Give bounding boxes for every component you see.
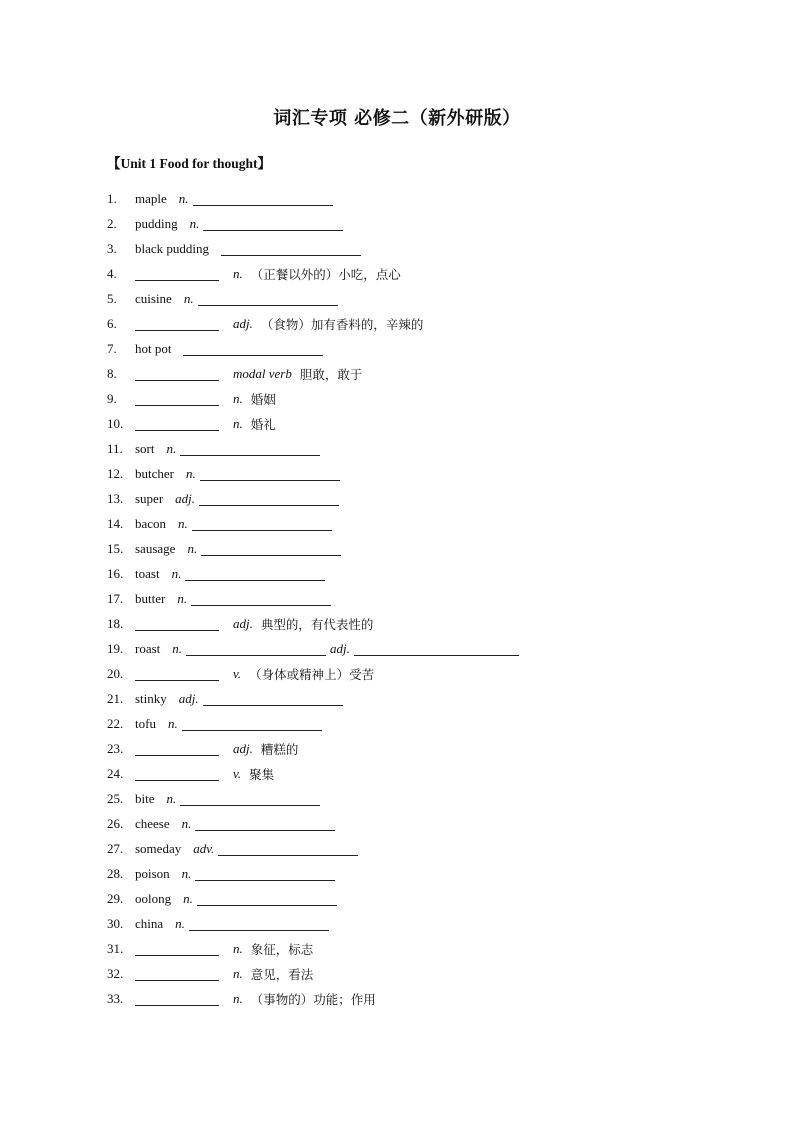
item-word: cuisine [135, 290, 172, 306]
part-of-speech: n. [233, 265, 243, 281]
part-of-speech: adv. [193, 840, 215, 856]
answer-blank[interactable] [195, 866, 335, 881]
list-item [107, 361, 727, 386]
part-of-speech: n. [177, 590, 188, 606]
item-number: 23. [107, 740, 124, 756]
part-of-speech: n. [178, 515, 188, 531]
answer-blank[interactable] [135, 316, 219, 331]
part-of-speech: n. [189, 215, 200, 231]
answer-blank[interactable] [221, 241, 361, 256]
chinese-meaning: （正餐以外的）小吃，点心 [250, 266, 401, 282]
list-item [107, 511, 727, 536]
list-item [107, 236, 727, 261]
chinese-meaning: 象征，标志 [250, 941, 314, 957]
chinese-meaning: 糟糕的 [260, 741, 299, 757]
item-number: 25. [107, 790, 124, 806]
vocabulary-list [107, 186, 727, 1011]
item-number: 9. [107, 390, 117, 406]
answer-blank[interactable] [189, 916, 329, 931]
list-item [107, 911, 727, 936]
part-of-speech: n. [172, 640, 183, 656]
unit-heading: 【Unit 1 Food for thought】 [107, 156, 272, 171]
item-number: 10. [107, 415, 124, 431]
answer-blank[interactable] [135, 966, 219, 981]
item-number: 27. [107, 840, 124, 856]
item-number: 19. [107, 640, 124, 656]
part-of-speech: v. [233, 665, 242, 681]
item-number: 33. [107, 990, 124, 1006]
item-number: 18. [107, 615, 124, 631]
item-word: black pudding [135, 240, 210, 256]
item-number: 14. [107, 515, 124, 531]
item-word: maple [135, 190, 167, 206]
part-of-speech: n. [175, 915, 185, 931]
list-item [107, 386, 727, 411]
item-word: tofu [135, 715, 156, 731]
list-item [107, 186, 727, 211]
list-item [107, 811, 727, 836]
list-item [107, 661, 727, 686]
item-number: 28. [107, 865, 124, 881]
part-of-speech: n. [183, 290, 194, 306]
item-word: china [135, 915, 164, 931]
item-word: stinky [135, 690, 167, 706]
answer-blank[interactable] [354, 641, 519, 656]
part-of-speech: n. [166, 440, 177, 456]
answer-blank[interactable] [135, 991, 219, 1006]
answer-blank[interactable] [197, 891, 337, 906]
item-number: 7. [107, 340, 117, 356]
part-of-speech: n. [187, 540, 198, 556]
list-item [107, 886, 727, 911]
item-number: 21. [107, 690, 124, 706]
answer-blank[interactable] [182, 716, 322, 731]
chinese-meaning: 胆敢，敢于 [299, 366, 363, 382]
item-word: sort [135, 440, 155, 456]
answer-blank[interactable] [135, 366, 219, 381]
item-number: 20. [107, 665, 124, 681]
item-word: toast [135, 565, 160, 581]
chinese-meaning: 意见，看法 [250, 966, 314, 982]
answer-blank[interactable] [185, 566, 325, 581]
chinese-meaning: 婚姻 [250, 391, 276, 407]
item-number: 1. [107, 190, 117, 206]
list-item [107, 486, 727, 511]
item-number: 31. [107, 940, 124, 956]
list-item [107, 311, 727, 336]
item-word: hot pot [135, 340, 172, 356]
answer-blank[interactable] [199, 491, 339, 506]
item-number: 4. [107, 265, 117, 281]
item-number: 8. [107, 365, 117, 381]
part-of-speech: n. [181, 815, 192, 831]
part-of-speech: n. [233, 390, 243, 406]
part-of-speech: adj. [233, 315, 253, 331]
list-item [107, 561, 727, 586]
list-item [107, 786, 727, 811]
answer-blank[interactable] [203, 216, 343, 231]
answer-blank[interactable] [135, 266, 219, 281]
item-word: bite [135, 790, 155, 806]
item-number: 24. [107, 765, 124, 781]
list-item [107, 636, 727, 661]
answer-blank[interactable] [135, 941, 219, 956]
item-word: bacon [135, 515, 167, 531]
list-item [107, 961, 727, 986]
item-word: roast [135, 640, 161, 656]
item-number: 17. [107, 590, 124, 606]
item-word: cheese [135, 815, 170, 831]
list-item [107, 761, 727, 786]
item-number: 2. [107, 215, 117, 231]
item-number: 26. [107, 815, 124, 831]
list-item [107, 986, 727, 1011]
part-of-speech: n. [181, 865, 192, 881]
part-of-speech: n. [233, 990, 243, 1006]
item-word: poison [135, 865, 170, 881]
item-word: super [135, 490, 164, 506]
list-item [107, 861, 727, 886]
answer-blank[interactable] [135, 616, 219, 631]
item-number: 30. [107, 915, 124, 931]
page-title: 词汇专项 必修二（新外研版） [273, 108, 521, 129]
item-number: 6. [107, 315, 117, 331]
list-item [107, 736, 727, 761]
item-number: 11. [107, 440, 123, 456]
list-item [107, 286, 727, 311]
answer-blank[interactable] [203, 691, 343, 706]
answer-blank[interactable] [200, 466, 340, 481]
answer-blank[interactable] [198, 291, 338, 306]
part-of-speech: n. [178, 190, 189, 206]
list-item [107, 461, 727, 486]
item-number: 16. [107, 565, 124, 581]
answer-blank[interactable] [191, 591, 331, 606]
answer-blank[interactable] [135, 416, 219, 431]
part-of-speech: n. [166, 790, 177, 806]
list-item [107, 211, 727, 236]
list-item [107, 261, 727, 286]
list-item [107, 611, 727, 636]
list-item [107, 336, 727, 361]
answer-blank[interactable] [135, 766, 219, 781]
part-of-speech: adj. [175, 490, 196, 506]
answer-blank[interactable] [192, 516, 332, 531]
answer-blank[interactable] [135, 391, 219, 406]
list-item [107, 586, 727, 611]
part-of-speech: n. [183, 890, 193, 906]
part-of-speech: modal verb [233, 365, 292, 381]
chinese-meaning: 聚集 [249, 766, 275, 782]
list-item [107, 436, 727, 461]
item-word: sausage [135, 540, 176, 556]
item-word: someday [135, 840, 182, 856]
item-number: 29. [107, 890, 124, 906]
part-of-speech: n. [233, 415, 243, 431]
part-of-speech: adj. [178, 690, 199, 706]
item-number: 22. [107, 715, 124, 731]
item-word: pudding [135, 215, 178, 231]
item-number: 32. [107, 965, 124, 981]
part-of-speech: adj. [233, 740, 253, 756]
item-word: butter [135, 590, 166, 606]
part-of-speech: adj. [233, 615, 253, 631]
list-item [107, 686, 727, 711]
answer-blank[interactable] [135, 741, 219, 756]
answer-blank[interactable] [186, 641, 326, 656]
part-of-speech: n. [185, 465, 196, 481]
chinese-meaning: （身体或精神上）受苦 [249, 666, 375, 682]
part-of-speech: n. [233, 965, 243, 981]
item-word: oolong [135, 890, 172, 906]
answer-blank[interactable] [195, 816, 335, 831]
chinese-meaning: 典型的，有代表性的 [260, 616, 374, 632]
chinese-meaning: 婚礼 [250, 416, 276, 432]
answer-blank[interactable] [201, 541, 341, 556]
part-of-speech: v. [233, 765, 242, 781]
item-word: butcher [135, 465, 174, 481]
answer-blank[interactable] [180, 441, 320, 456]
answer-blank[interactable] [183, 341, 323, 356]
item-number: 13. [107, 490, 124, 506]
item-number: 5. [107, 290, 117, 306]
item-number: 15. [107, 540, 124, 556]
list-item [107, 936, 727, 961]
chinese-meaning: （事物的）功能；作用 [250, 991, 376, 1007]
chinese-meaning: （食物）加有香料的，辛辣的 [260, 316, 424, 332]
list-item [107, 411, 727, 436]
list-item [107, 536, 727, 561]
answer-blank[interactable] [193, 191, 333, 206]
list-item [107, 711, 727, 736]
answer-blank[interactable] [218, 841, 358, 856]
list-item [107, 836, 727, 861]
item-number: 3. [107, 240, 117, 256]
answer-blank[interactable] [135, 666, 219, 681]
part-of-speech: n. [167, 715, 178, 731]
part-of-speech: n. [171, 565, 182, 581]
part-of-speech: n. [233, 940, 243, 956]
item-number: 12. [107, 465, 124, 481]
part-of-speech: adj. [330, 640, 350, 656]
answer-blank[interactable] [180, 791, 320, 806]
